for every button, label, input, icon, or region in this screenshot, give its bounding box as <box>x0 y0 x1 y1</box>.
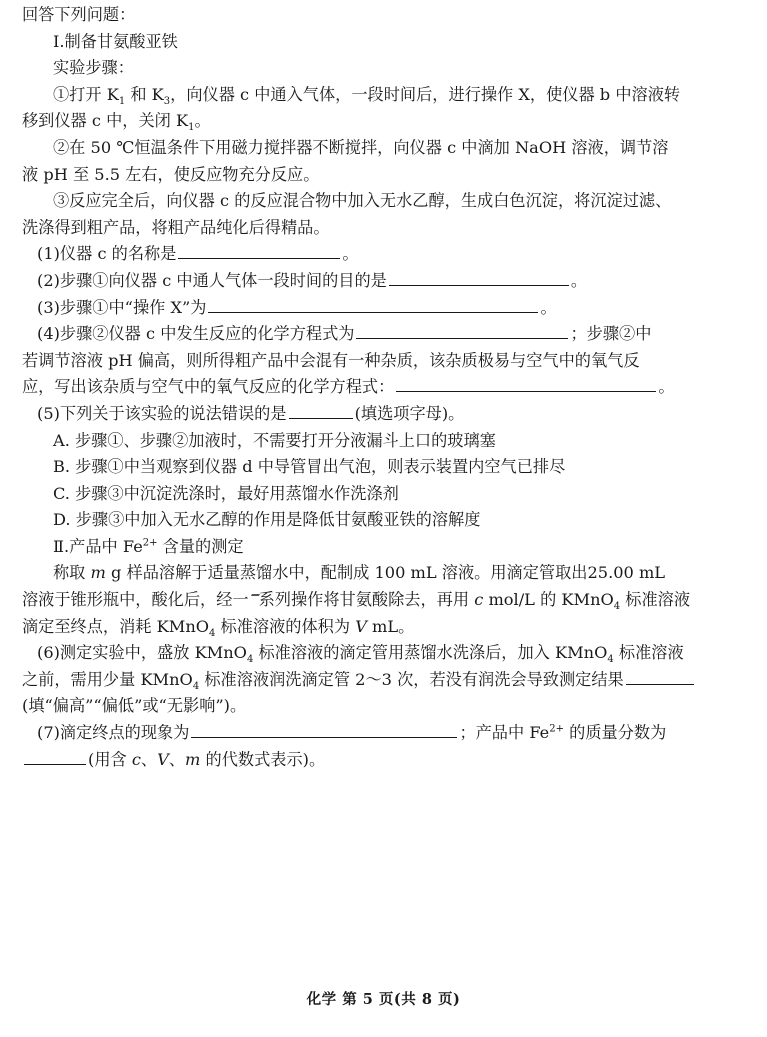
question-6-line1 <box>22 640 748 667</box>
p2-text: mL。 <box>366 616 415 636</box>
q4-end: 。 <box>658 377 675 397</box>
option-d <box>22 507 748 534</box>
answer-blank-2[interactable] <box>389 268 569 286</box>
answer-blank-6[interactable] <box>626 667 694 685</box>
p2-text: mol/L 的 KMnO <box>483 590 614 610</box>
sub: 4 <box>192 681 200 693</box>
p2-text: 标准溶液 <box>620 590 691 610</box>
step1-text: 移到仪器 c 中，关闭 K <box>22 111 189 131</box>
sub: 1 <box>188 122 195 134</box>
answer-blank-5[interactable] <box>289 401 353 419</box>
var-c: c <box>474 590 484 610</box>
steps-label: 实验步骤： <box>53 58 134 78</box>
step1-text: ，向仪器 c 中通入气体，一段时间后，进行操作 X，使仪器 b 中溶液转 <box>170 84 681 104</box>
step3-line2 <box>22 215 748 242</box>
question-4-line1 <box>22 321 748 348</box>
q7-text: (用含 <box>88 749 132 769</box>
step1-text: 。 <box>194 111 211 131</box>
answer-blank-4b[interactable] <box>396 374 656 392</box>
sup: 2+ <box>142 537 158 549</box>
part1-title: Ⅰ.制备甘氨酸亚铁 <box>53 31 178 51</box>
part2-title: 含量的测定 <box>157 536 244 556</box>
option-c-text: C. 步骤③中沉淀洗涤时，最好用蒸馏水作洗涤剂 <box>53 483 399 503</box>
step2-line2 <box>22 162 748 189</box>
p2-text: 系列操作将甘氨酸除去，再用 <box>258 590 475 610</box>
question-body <box>22 2 748 773</box>
q6-text: 标准溶液 <box>613 643 684 663</box>
page-footer: 化学 第 5 页(共 8 页) <box>306 991 461 1008</box>
step1-line2 <box>22 108 748 135</box>
question-3 <box>22 295 748 322</box>
q7-text: (7)滴定终点的现象为 <box>37 723 190 743</box>
q4-text: (4)步骤②仪器 c 中发生反应的化学方程式为 <box>37 324 355 344</box>
q3-end: 。 <box>540 297 557 317</box>
step2-text: ②在 50 ℃恒温条件下用磁力搅拌器不断搅拌，向仪器 c 中滴加 NaOH 溶液，调节溶 <box>53 137 669 157</box>
part1-heading <box>22 29 748 56</box>
question-5 <box>22 401 748 428</box>
question-4-line2 <box>22 348 748 375</box>
answer-blank-3[interactable] <box>208 295 538 313</box>
sub: 4 <box>613 601 621 613</box>
option-b-text: B. 步骤①中当观察到仪器 d 中导管冒出气泡，则表示装置内空气已排尽 <box>53 457 566 477</box>
q3-text: (3)步骤①中“操作 X”为 <box>37 297 207 317</box>
var-c: c <box>131 749 141 769</box>
q5-text: (填选项字母)。 <box>354 403 465 423</box>
answer-blank-7a[interactable] <box>191 720 457 738</box>
q7-text: 的质量分数为 <box>564 723 667 743</box>
q6-text: (填“偏高”“偏低”或“无影响”)。 <box>22 696 247 716</box>
part2-line1 <box>22 560 748 587</box>
sub: 4 <box>607 654 614 666</box>
q6-text: 之前，需用少量 KMnO <box>22 669 193 689</box>
q4-text: 应，写出该杂质与空气中的氧气反应的化学方程式： <box>22 377 395 397</box>
sup: 2+ <box>549 723 565 735</box>
q6-text: 标准溶液润洗滴定管 2～3 次，若没有润洗会导致测定结果 <box>199 669 624 689</box>
var-v: V <box>157 749 169 769</box>
steps-heading <box>22 55 748 82</box>
q2-text: (2)步骤①向仪器 c 中通人气体一段时间的目的是 <box>37 270 387 290</box>
option-a <box>22 428 748 455</box>
q4-text: 若调节溶液 pH 偏高，则所得粗产品中会混有一种杂质，该杂质极易与空气中的氧气反 <box>22 350 640 370</box>
answer-blank-7b[interactable] <box>24 747 86 765</box>
q5-text: (5)下列关于该实验的说法错误的是 <box>37 403 287 423</box>
var-v: V <box>355 616 367 636</box>
p2-text: g 样品溶解于适量蒸馏水中，配制成 100 mL 溶液。用滴定管取出25.00 mL <box>105 563 666 583</box>
intro-line <box>22 2 748 29</box>
step1-text: 和 K <box>125 84 164 104</box>
q7-text: 、 <box>168 749 185 769</box>
option-a-text: A. 步骤①、步骤②加液时，不需要打开分液漏斗上口的玻璃塞 <box>53 430 496 450</box>
step2-line1 <box>22 135 748 162</box>
q6-text: 标准溶液的滴定管用蒸馏水洗涤后，加入 KMnO <box>253 643 608 663</box>
p2-text: 称取 <box>53 563 91 583</box>
part2-line2 <box>22 587 748 614</box>
question-6-line2 <box>22 667 748 694</box>
var-m: m <box>90 563 106 583</box>
sub: 4 <box>209 627 216 639</box>
step1-line1 <box>22 82 748 109</box>
step2-text: 液 pH 至 5.5 左右，使反应物充分反应。 <box>22 164 320 184</box>
p2-text: 溶液于锥形瓶中，酸化后，经一 <box>22 590 249 610</box>
q7-text: 、 <box>140 749 158 769</box>
step3-text: 洗涤得到粗产品，将粗产品纯化后得精品。 <box>22 217 330 237</box>
question-4-line3 <box>22 374 748 401</box>
q7-text: 的代数式表示)。 <box>200 749 326 769</box>
q4-text: ；步骤②中 <box>570 324 652 344</box>
p2-text: 标准溶液的体积为 <box>215 616 356 636</box>
step3-text: ③反应完全后，向仪器 c 的反应混合物中加入无水乙醇，生成白色沉淀，将沉淀过滤、 <box>53 191 672 211</box>
part2-title: Ⅱ.产品中 Fe <box>53 536 143 556</box>
sub: 1 <box>118 96 126 108</box>
answer-blank-4a[interactable] <box>356 321 568 339</box>
q1-end: 。 <box>342 244 359 264</box>
option-d-text: D. 步骤③中加入无水乙醇的作用是降低甘氨酸亚铁的溶解度 <box>53 510 481 530</box>
q6-text: (6)测定实验中，盛放 KMnO <box>37 643 247 663</box>
sub: 4 <box>246 654 254 666</box>
option-c <box>22 481 748 508</box>
var-m: m <box>185 749 201 769</box>
step1-text: ①打开 K <box>53 84 119 104</box>
p2-text: 滴定至终点，消耗 KMnO <box>22 616 210 636</box>
step3-line1 <box>22 188 748 215</box>
part2-heading <box>22 534 748 561</box>
intro-text: 回答下列问题： <box>22 5 136 24</box>
q7-text: ；产品中 Fe <box>459 723 550 743</box>
question-1 <box>22 241 748 268</box>
answer-blank-1[interactable] <box>178 241 340 259</box>
question-2 <box>22 268 748 295</box>
question-6-line3 <box>22 693 748 720</box>
question-7-line1 <box>22 720 748 747</box>
option-b <box>22 454 748 481</box>
question-7-line2 <box>22 747 748 774</box>
part2-line3 <box>22 614 748 641</box>
q1-text: (1)仪器 c 的名称是 <box>37 244 177 264</box>
sub: 3 <box>163 96 171 108</box>
q2-end: 。 <box>570 270 588 290</box>
